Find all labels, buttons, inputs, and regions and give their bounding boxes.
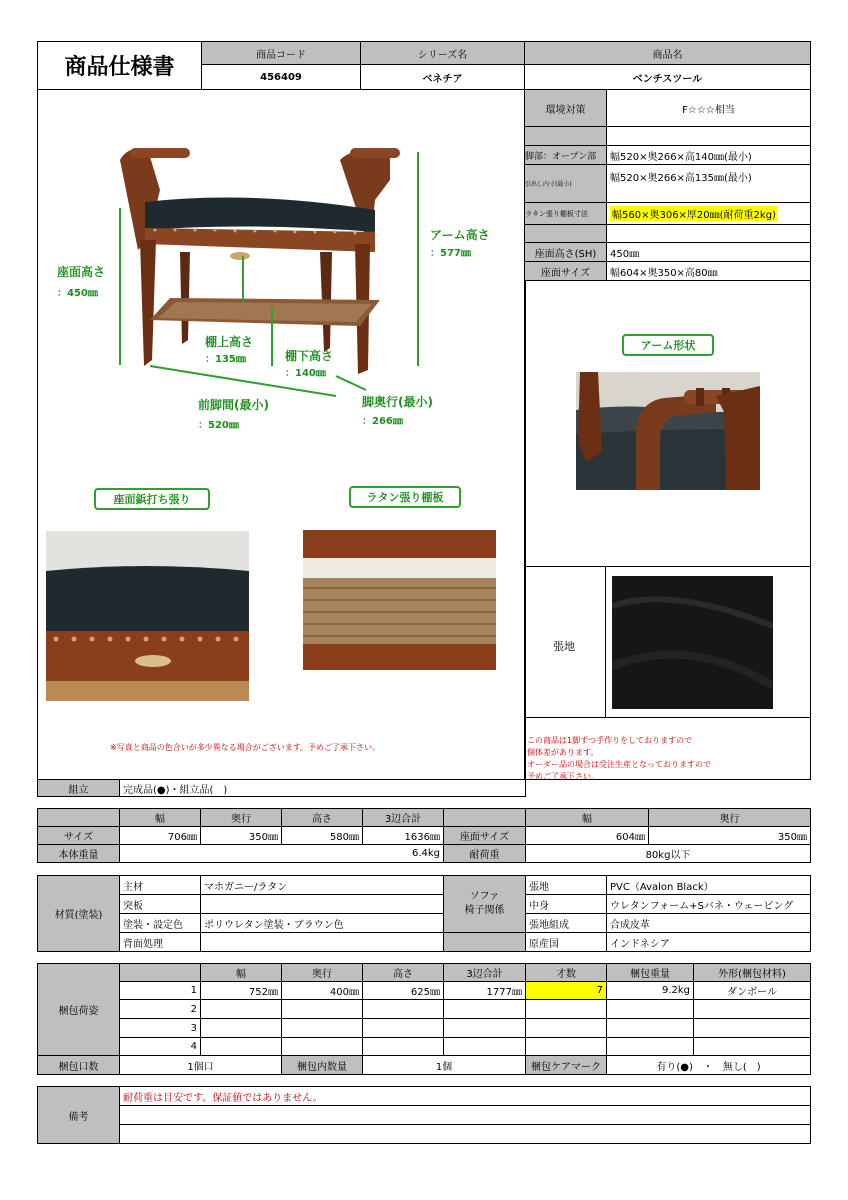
arm-photo (576, 372, 760, 490)
packing-corner (119, 963, 201, 982)
packing-count-label: 梱包口数 (37, 1055, 120, 1075)
env-label: 環境対策 (524, 89, 607, 127)
packing-header: 幅 (200, 963, 282, 982)
packing-depth: 400㎜ (281, 981, 363, 1000)
shelf-size-text: 幅560×奥306×厚20㎜(耐荷重2kg) (610, 206, 778, 221)
material-value: ポリウレタン塗装・ブラウン色 (200, 913, 444, 933)
packing-weight (606, 999, 694, 1019)
material-key: 突板 (119, 894, 201, 914)
arm-height-value: ：577㎜ (430, 248, 471, 259)
material-value (200, 932, 444, 952)
note-line: この商品は1脚ずつ手作りをしておりますので (527, 736, 693, 745)
seat-width-header: 幅 (525, 808, 649, 827)
sofa-value: ウレタンフォーム+Sバネ・ウェービング (606, 894, 811, 914)
packing-height (362, 1018, 444, 1038)
sofa-label (443, 875, 526, 933)
packing-header: 3辺合計 (443, 963, 526, 982)
leg-open-label: 脚部：オープン部 (524, 145, 607, 165)
seat-size-label: 座面サイズ (524, 261, 607, 281)
sofa-key: 張地 (525, 875, 607, 895)
packing-depth (281, 1037, 363, 1056)
seat-photo (46, 531, 249, 701)
seat-tack-title: 座面鋲打ち張り (94, 488, 210, 510)
seat-width-value: 604㎜ (525, 826, 649, 845)
packing-header: 高さ (362, 963, 444, 982)
fabric-divider (605, 567, 606, 718)
size-width-header: 幅 (119, 808, 201, 827)
note-line: オーダー品の場合は受注生産となっておりますので (527, 760, 711, 769)
shelf-size-label: ラタン張り棚板寸法 (524, 202, 607, 225)
size-width-value: 706㎜ (119, 826, 201, 845)
packing-weight (606, 1018, 694, 1038)
shelf-lower-label: 棚下高さ (285, 349, 334, 363)
env-value: F☆☆☆相当 (606, 89, 811, 127)
packing-depth (281, 999, 363, 1019)
size-depth-header: 奥行 (200, 808, 282, 827)
note-line: 個体差があります。 (527, 748, 599, 757)
packing-header: 外形(梱包材料) (693, 963, 811, 982)
packing-height (362, 1037, 444, 1056)
packing-count-value: 1個口 (119, 1055, 282, 1075)
material-value: マホガニー/ラタン (200, 875, 444, 895)
packing-sai: 7 (525, 981, 607, 1000)
packing-material (693, 1037, 811, 1056)
front-leg-label: 前脚間(最小) (198, 398, 269, 412)
packing-sum (443, 1037, 526, 1056)
seat-height-dim-label: 座面高さ (57, 265, 106, 279)
seat-size-row-label: 座面サイズ (443, 826, 526, 845)
packing-height (362, 999, 444, 1019)
rattan-photo (303, 530, 496, 670)
weight-label: 本体重量 (37, 844, 120, 863)
rattan-shelf-title: ラタン張り棚板 (349, 486, 461, 508)
spec-blank-label (524, 126, 607, 146)
material-label: 材質(塗装) (37, 875, 120, 952)
assembly-label: 組立 (37, 779, 120, 797)
packing-width: 752㎜ (200, 981, 282, 1000)
leg-depth-value: ：266㎜ (362, 416, 403, 427)
packing-depth (281, 1018, 363, 1038)
packing-sai (525, 1037, 607, 1056)
packing-material: ダンボール (693, 981, 811, 1000)
product-code-header: 商品コード (201, 41, 361, 65)
packing-inner-value: 1個 (362, 1055, 526, 1075)
packing-sum (443, 1018, 526, 1038)
sofa-label-line: ソファ (469, 891, 500, 902)
spec-blank-value (606, 126, 811, 146)
packing-sai (525, 1018, 607, 1038)
photo-color-note: ※写真と商品の色合いが多少異なる場合がございます。予めご了承下さい。 (110, 743, 381, 752)
sofa-key: 中身 (525, 894, 607, 914)
shelf-upper-value: ：135㎜ (205, 354, 246, 365)
front-leg-value: ：520㎜ (198, 420, 239, 431)
assembly-value: 完成品(●)・組立品( ) (119, 779, 526, 797)
size-sum-header: 3辺合計 (362, 808, 444, 827)
remarks-label: 備考 (37, 1086, 120, 1144)
material-value (200, 894, 444, 914)
packing-weight: 9.2kg (606, 981, 694, 1000)
spec-blank-value-2 (606, 224, 811, 243)
packing-label: 梱包荷姿 (37, 963, 120, 1056)
arm-photo-svg (576, 372, 760, 490)
packing-width (200, 1037, 282, 1056)
sofa-key: 原産国 (525, 932, 607, 952)
size-depth-value: 350㎜ (200, 826, 282, 845)
packing-width (200, 999, 282, 1019)
product-code-value: 456409 (201, 64, 361, 90)
series-name-header: シリーズ名 (360, 41, 525, 65)
sofa-key: 張地組成 (525, 913, 607, 933)
packing-header: 梱包重量 (606, 963, 694, 982)
packing-sai (525, 999, 607, 1019)
seat-height-label: 座面高さ(SH) (524, 242, 607, 262)
seat-depth-header: 奥行 (648, 808, 811, 827)
product-name-header: 商品名 (524, 41, 811, 65)
size-height-value: 580㎜ (281, 826, 363, 845)
packing-row-no: 4 (119, 1037, 201, 1056)
remarks-blank-row (119, 1124, 811, 1144)
packing-width (200, 1018, 282, 1038)
material-key: 主材 (119, 875, 201, 895)
document-title: 商品仕様書 (37, 41, 202, 90)
care-mark-label: 梱包ケアマーク (525, 1055, 607, 1075)
bench-illustration (100, 140, 440, 400)
product-name-value: ベンチスツール (524, 64, 811, 90)
arm-height-label: アーム高さ (430, 228, 490, 242)
packing-header: 才数 (525, 963, 607, 982)
size-corner (37, 808, 120, 827)
fabric-top-divider (524, 566, 811, 567)
rattan-photo-svg (303, 530, 496, 670)
fabric-swatch (612, 576, 773, 709)
shelf-upper-label: 棚上高さ (205, 335, 254, 349)
packing-material (693, 999, 811, 1019)
leg-open-value: 幅520×奥266×高140㎜(最小) (606, 145, 811, 165)
sofa-label-blank (443, 932, 526, 952)
packing-row-no: 2 (119, 999, 201, 1019)
inner-size-label: 引出し内寸(最小) (524, 164, 607, 203)
packing-row-no: 1 (119, 981, 201, 1000)
spec-blank-label-2 (524, 224, 607, 243)
seat-size-corner (443, 808, 526, 827)
sofa-value: 合成皮革 (606, 913, 811, 933)
sofa-label-line: 椅子関係 (464, 905, 505, 916)
seat-height-dim-value: ：450㎜ (57, 288, 98, 299)
load-label: 耐荷重 (443, 844, 526, 863)
seat-size-value: 幅604×奥350×高80㎜ (606, 261, 811, 281)
shelf-size-value (606, 202, 811, 225)
series-name-value: ベネチア (360, 64, 525, 90)
shelf-lower-value: ：140㎜ (285, 368, 326, 379)
packing-inner-label: 梱包内数量 (281, 1055, 363, 1075)
packing-sum (443, 999, 526, 1019)
packing-material (693, 1018, 811, 1038)
packing-row-no: 3 (119, 1018, 201, 1038)
size-sum-value: 1636㎜ (362, 826, 444, 845)
seat-height-value: 450㎜ (606, 242, 811, 262)
note-line: 予めご了承下さい。 (527, 772, 599, 781)
sofa-value: インドネシア (606, 932, 811, 952)
material-key: 塗装・設定色 (119, 913, 201, 933)
size-row-label: サイズ (37, 826, 120, 845)
seat-depth-value: 350㎜ (648, 826, 811, 845)
load-value: 80kg以下 (525, 844, 811, 863)
note-divider (524, 717, 811, 718)
arm-shape-title: アーム形状 (622, 334, 714, 356)
weight-value: 6.4kg (119, 844, 444, 863)
remarks-text: 耐荷重は目安です。保証値ではありません。 (119, 1086, 811, 1106)
packing-height: 625㎜ (362, 981, 444, 1000)
production-note (527, 735, 711, 783)
leg-depth-label: 脚奥行(最小) (362, 395, 433, 409)
inner-size-value: 幅520×奥266×高135㎜(最小) (606, 164, 811, 203)
packing-header: 奥行 (281, 963, 363, 982)
packing-sum: 1777㎜ (443, 981, 526, 1000)
size-height-header: 高さ (281, 808, 363, 827)
fabric-swatch-svg (612, 576, 773, 709)
material-key: 背面処理 (119, 932, 201, 952)
care-mark-value: 有り(●) ・ 無し( ) (606, 1055, 811, 1075)
fabric-label: 張地 (553, 640, 575, 653)
remarks-blank-row (119, 1105, 811, 1125)
bench-svg (100, 140, 440, 400)
packing-weight (606, 1037, 694, 1056)
seat-photo-svg (46, 531, 249, 701)
sofa-value: PVC（Avalon Black） (606, 875, 811, 895)
